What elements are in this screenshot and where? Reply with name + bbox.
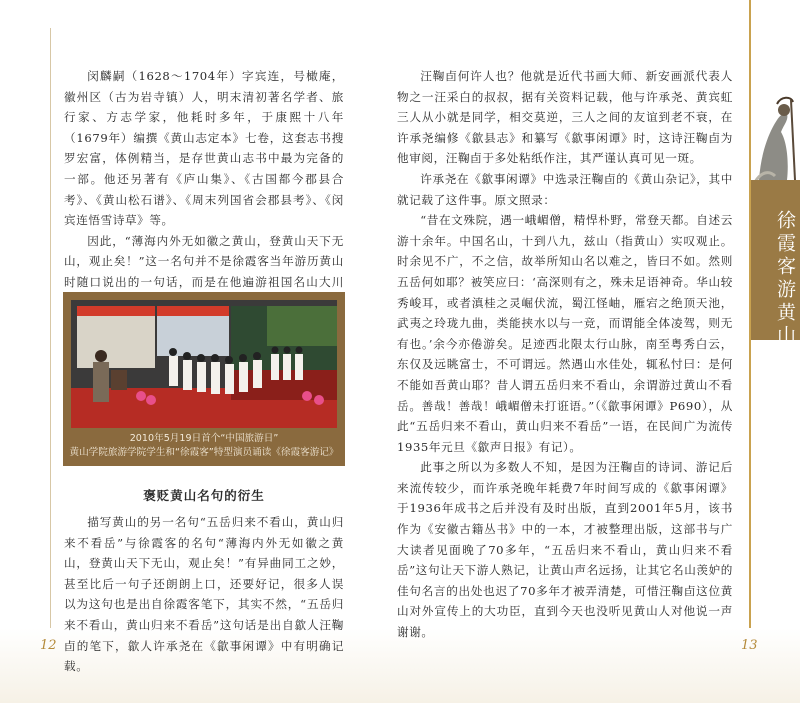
- photo-caption: [63, 432, 345, 460]
- caption-line: 黄山学院旅游学院学生和“徐霞客”特型演员诵读《徐霞客游记》: [69, 447, 339, 458]
- paragraph: 因此，“薄海内外无如徽之黄山，登黄山天下无山，观止矣！”这一名句并不是徐霞客当年游历黄山时随口说出的一句话，而是在他遍游祖国名山大川: [64, 233, 344, 289]
- photo-recitation-stage: [71, 300, 337, 428]
- section-heading: 褒贬黄山名句的衍生: [143, 488, 265, 503]
- left-page-section-body: [64, 512, 344, 677]
- caption-line: 2010年5月19日首个“中国旅游日”: [129, 433, 279, 444]
- paragraph: 许承尧在《歙事闲谭》中选录汪鞠卣的《黄山杂记》，其中就记载了这件事。原文照录：: [397, 171, 733, 207]
- hermit-portrait-illustration: [751, 92, 800, 182]
- book-title-vertical: 徐霞客游黄山: [774, 210, 796, 348]
- right-page-body: [397, 66, 733, 643]
- page-number-right: 13: [741, 638, 758, 653]
- paragraph: “昔在文殊院，遇一峨嵋僧，精悍朴野，常登天都。自述云游十余年。中国名山，十到八九，兹山（指黄山）实叹观止。时余见不广，不之信，故举所知山名以难之，皆曰不如。然则五岳何如耶？被笑应曰：‘高深则有之，殊未足语神奇。华山较秀峻耳，或者滇桂之灵崛伏流，蜀江怪岫，雁宕之绝顶天池，武夷之玲珑九曲，类能挟水以与一竞，而谓能全体凌驾，则无有也。’余今亦倦游矣。足迹西北限太行山脉，南至粤秀白云，东仅及远眺富士，不可谓远。然遇山水佳处，辄私忖曰：是何不能如吾黄山耶？昔人谓五岳归来不看山，余谓游过黄山不看岳。善哉！善哉！峨嵋僧未打诳语。”（《歙事闲谭》P690），从此“五岳归来不看山，黄山归来不看岳”一语，在民间广为流传1935年元旦《歙声日报》有记）。: [397, 213, 733, 454]
- paragraph: 闵麟嗣（1628～1704年）字宾连，号橄庵，徽州区（古为岩寺镇）人，明末清初著名学者、旅行家、方志学家，他耗时多年，于康熙十八年（1679年）编撰《黄山志定本》七卷，这套志书搜罗宏富，体例精当，是存世黄山志书中最为完备的一部。他还另著有《庐山集》、《古国都今郡县合考》、《黄山松石谱》、《周末列国省会郡县考》、《闵宾连悟雪诗草》等。: [64, 69, 344, 228]
- page-number-left: 12: [40, 638, 57, 653]
- paragraph: 描写黄山的另一名句“五岳归来不看山，黄山归来不看岳”与徐霞客的名句“薄海内外无如徽之黄山，登黄山天下无山，观止矣！”有异曲同工之妙，甚至比后一句子还朗朗上口，还要好记，很多人误以为这句也是出自徐霞客笔下，其实不然，“五岳归来不看山，黄山归来不看岳”这句话是出自歙人汪鞠卣的笔下，歙人许承尧在《歙事闲谭》中有明确记载。: [64, 515, 344, 674]
- paragraph: 此事之所以为多数人不知，是因为汪鞠卣的诗词、游记后来流传较少，而许承尧晚年耗费7年时间写成的《歙事闲谭》于1936年成书之后并没有及时出版，直到2001年5月，该书作为《安徽古籍丛书》中的一本，才被整理出版，这部书与广大读者见面晚了70多年，“五岳归来不看山，黄山归来不看岳”这句让天下游人熟记，让黄山声名远扬，让其它名山羡妒的佳句名言的出处也迟了70多年才被弄清楚，可惜汪鞠卣这位黄山对外宣传上的大功臣，直到今天也没听见黄山人对他说一声谢谢。: [397, 460, 733, 640]
- left-margin-rule: [50, 28, 51, 628]
- paragraph: 汪鞠卣何许人也？他就是近代书画大师、新安画派代表人物之一汪采白的叔叔，据有关资料记载，他与许承尧、黄宾虹三人从小就是同学，相交莫逆，三人之间的友谊到老不衰，在许承尧编修《歙县志》和纂写《歙事闲谭》时，这诗汪鞠卣为他审阅，汪鞠卣于多处粘纸作注，其严谨认真可见一斑。: [397, 69, 733, 166]
